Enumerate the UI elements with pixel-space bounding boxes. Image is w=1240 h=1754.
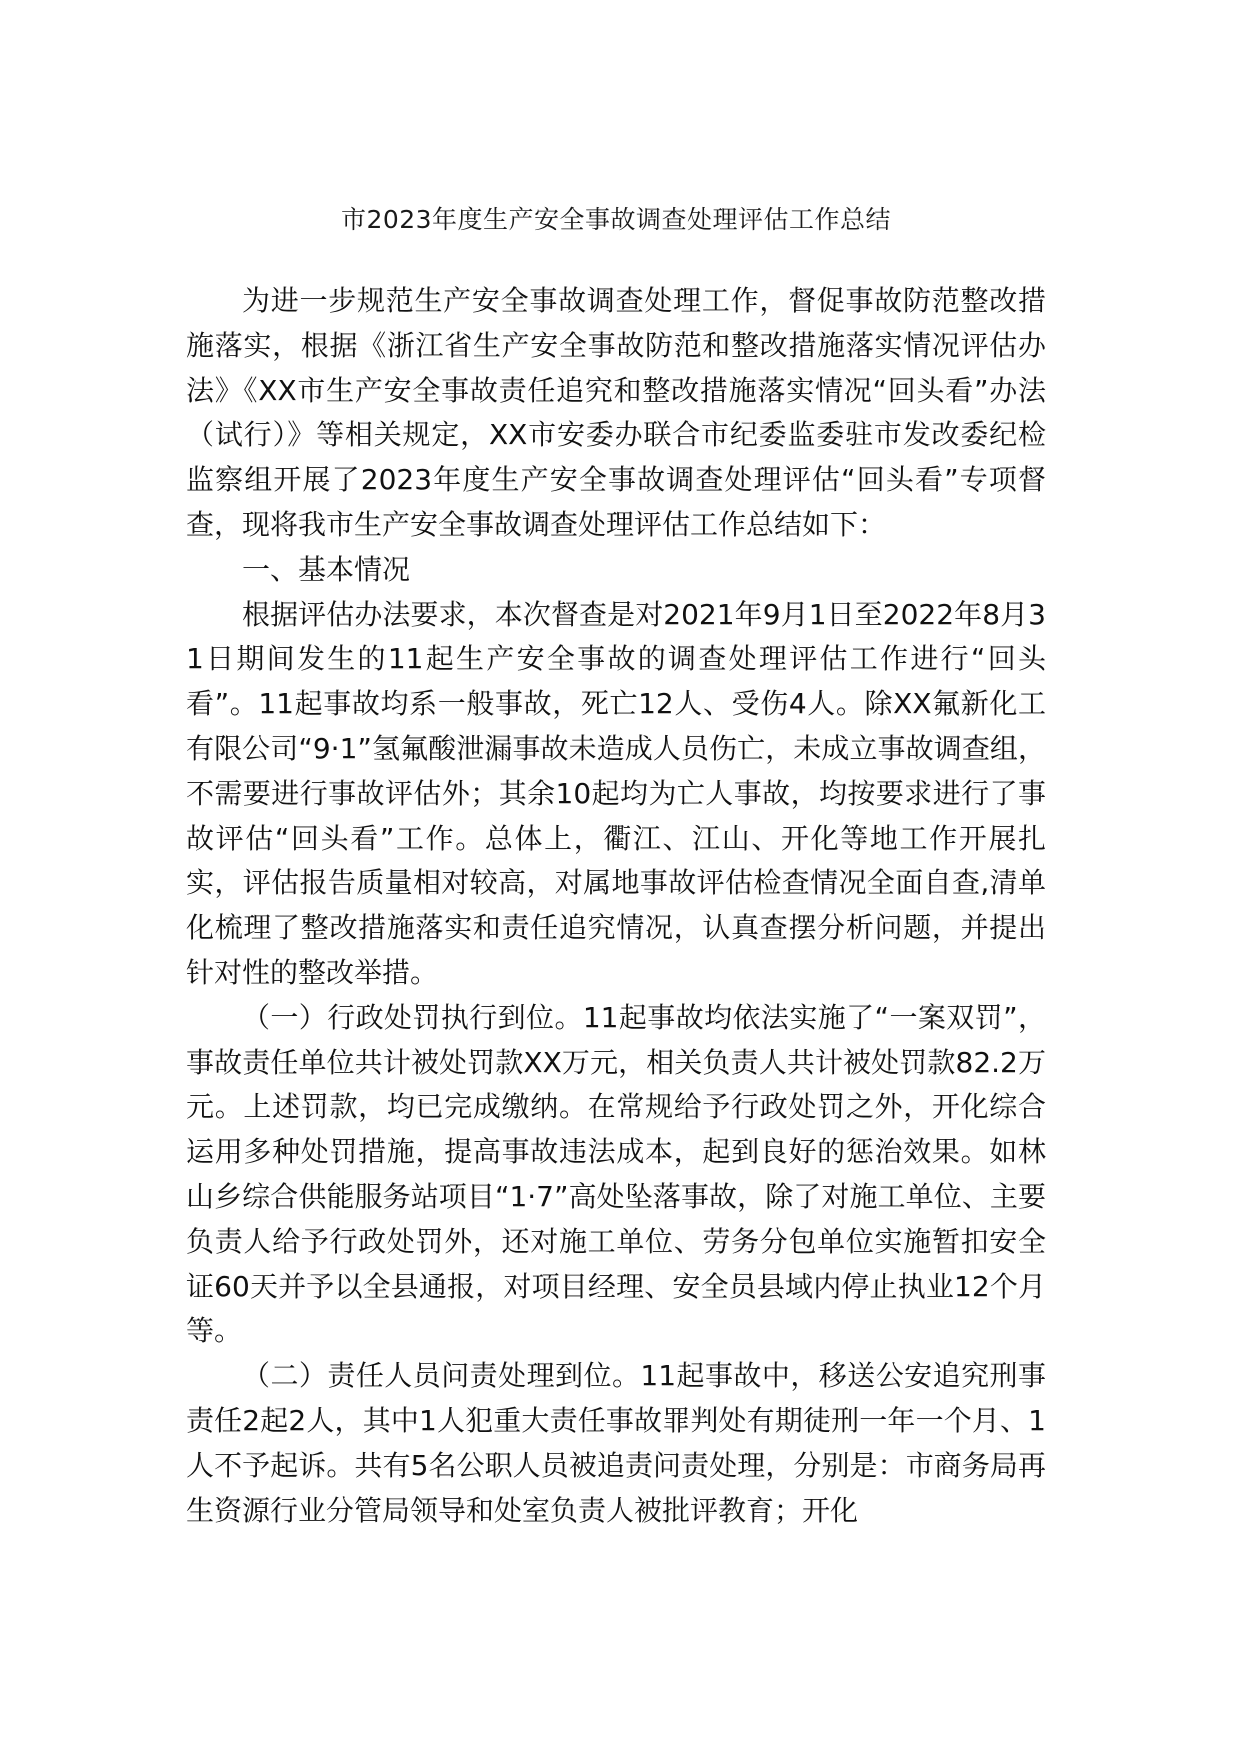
document-title: 市2023年度生产安全事故调查处理评估工作总结 bbox=[340, 205, 892, 234]
document-body bbox=[186, 279, 1046, 1533]
intro-paragraph: 为进一步规范生产安全事故调查处理工作，督促事故防范整改措施落实，根据《浙江省生产安全事故防范和整改措施落实情况评估办法》《XX市生产安全事故责任追究和整改措施落实情况“回头看”办法（试行）》等相关规定，XX市安委办联合市纪委监委驻市发改委纪检监察组开展了2023年度生产安全事故调查处理评估“回头看”专项督查，现将我市生产安全事故调查处理评估工作总结如下： bbox=[186, 284, 1046, 541]
accountability-paragraph: （二）责任人员问责处理到位。11起事故中，移送公安追究刑事责任2起2人，其中1人犯重大责任事故罪判处有期徒刑一年一个月、1人不予起诉。共有5名公职人员被追责问责处理，分别是：市商务局再生资源行业分管局领导和处室负责人被批评教育；开化 bbox=[186, 1359, 1046, 1527]
basic-situation-paragraph: 根据评估办法要求，本次督查是对2021年9月1日至2022年8月31日期间发生的11起生产安全事故的调查处理评估工作进行“回头看”。11起事故均系一般事故，死亡12人、受伤4人。除XX氟新化工有限公司“9·1”氢氟酸泄漏事故未造成人员伤亡，未成立事故调查组，不需要进行事故评估外；其余10起均为亡人事故，均按要求进行了事故评估“回头看”工作。总体上，衢江、江山、开化等地工作开展扎实，评估报告质量相对较高，对属地事故评估检查情况全面自查,清单化梳理了整改措施落实和责任追究情况，认真查摆分析问题，并提出针对性的整改举措。 bbox=[186, 597, 1046, 989]
section-heading-basic-situation: 一、基本情况 bbox=[242, 552, 411, 586]
administrative-penalty-paragraph: （一）行政处罚执行到位。11起事故均依法实施了“一案双罚”，事故责任单位共计被处罚款XX万元，相关负责人共计被处罚款82.2万元。上述罚款，均已完成缴纳。在常规给予行政处罚之外，开化综合运用多种处罚措施，提高事故违法成本，起到良好的惩治效果。如林山乡综合供能服务站项目“1·7”高处坠落事故，除了对施工单位、主要负责人给予行政处罚外，还对施工单位、劳务分包单位实施暂扣安全证60天并予以全县通报，对项目经理、安全员县域内停止执业12个月等。 bbox=[186, 1000, 1046, 1348]
